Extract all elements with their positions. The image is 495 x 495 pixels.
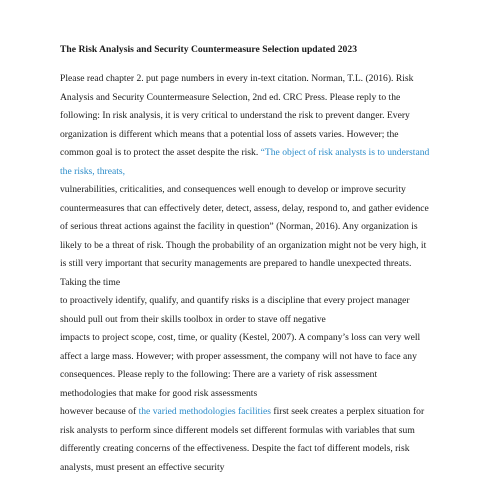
- hyperlink-text[interactable]: the varied methodologies facilities: [138, 406, 271, 417]
- text-segment: differently creating concerns of the effectiveness. Despite the fact tof different models, risk: [60, 443, 410, 454]
- text-line: [60, 181, 440, 200]
- text-segment: Please read chapter 2. put page numbers in every in-text citation. Norman, T.L. (2016). Risk: [60, 73, 414, 84]
- text-segment: to proactively identify, qualify, and quantify risks is a discipline that every project manager: [60, 295, 410, 306]
- hyperlink-text[interactable]: “The object of risk analysts is to understand: [260, 147, 430, 158]
- text-line: [60, 274, 440, 293]
- text-line: [60, 237, 440, 256]
- text-line: [60, 218, 440, 237]
- text-line: [60, 311, 440, 330]
- text-segment: countermeasures that can effectively deter, detect, assess, delay, respond to, and gather evidence: [60, 202, 429, 214]
- text-line: [60, 329, 440, 348]
- text-segment: Analysis and Security Countermeasure Selection, 2nd ed. CRC Press. Please reply to the: [60, 91, 401, 103]
- text-line: [60, 440, 440, 459]
- text-segment: analysts, must present an effective security: [60, 461, 225, 473]
- text-line: [60, 255, 440, 274]
- text-segment: organization is different which means that a potential loss of assets varies. However; the: [60, 128, 399, 140]
- text-segment: of serious threat actions against the facility in question” (Norman, 2016). Any organization is: [60, 221, 418, 232]
- text-segment: common goal is to protect the asset despite the risk.: [60, 147, 261, 158]
- text-segment: affect a large mass. However; with proper assessment, the company will not have to face any: [60, 350, 417, 362]
- text-segment: following: In risk analysis, it is very critical to understand the risk to prevent danger. Every: [60, 110, 410, 121]
- text-segment: vulnerabilities, criticalities, and consequences well enough to develop or improve security: [60, 184, 406, 195]
- text-line: [60, 366, 440, 385]
- text-segment: risk analysts to perform since different models set different formulas with variables that sum: [60, 424, 415, 436]
- document-body: [60, 70, 440, 477]
- text-line: [60, 70, 440, 89]
- text-line: [60, 292, 440, 311]
- text-segment: methodologies that make for good risk assessments: [60, 387, 258, 399]
- text-segment: consequences. Please reply to the following: There are a variety of risk assessment: [60, 369, 378, 380]
- text-line: [60, 200, 440, 219]
- text-segment: impacts to project scope, cost, time, or quality (Kestel, 2007). A company’s loss can very well: [60, 332, 421, 343]
- text-line: [60, 403, 440, 422]
- text-segment: is still very important that security managements are prepared to handle unexpected threats.: [60, 258, 412, 269]
- text-segment: Taking the time: [60, 276, 121, 288]
- text-segment: first seek creates a perplex situation for: [270, 406, 425, 417]
- text-line: [60, 107, 440, 126]
- text-line: [60, 89, 440, 108]
- text-segment: however because of: [60, 406, 139, 417]
- text-segment: likely to be a threat of risk. Though the probability of an organization might not be very high, it: [60, 239, 427, 251]
- text-line: [60, 459, 440, 478]
- text-line: [60, 126, 440, 145]
- document-title: The Risk Analysis and Security Countermeasure Selection updated 2023: [60, 44, 358, 55]
- text-line: [60, 163, 440, 182]
- text-line: [60, 144, 440, 163]
- text-line: [60, 348, 440, 367]
- text-segment: should pull out from their skills toolbox in order to stave off negative: [60, 313, 326, 325]
- text-line: [60, 385, 440, 404]
- text-line: [60, 422, 440, 441]
- hyperlink-text[interactable]: the risks, threats,: [60, 165, 126, 177]
